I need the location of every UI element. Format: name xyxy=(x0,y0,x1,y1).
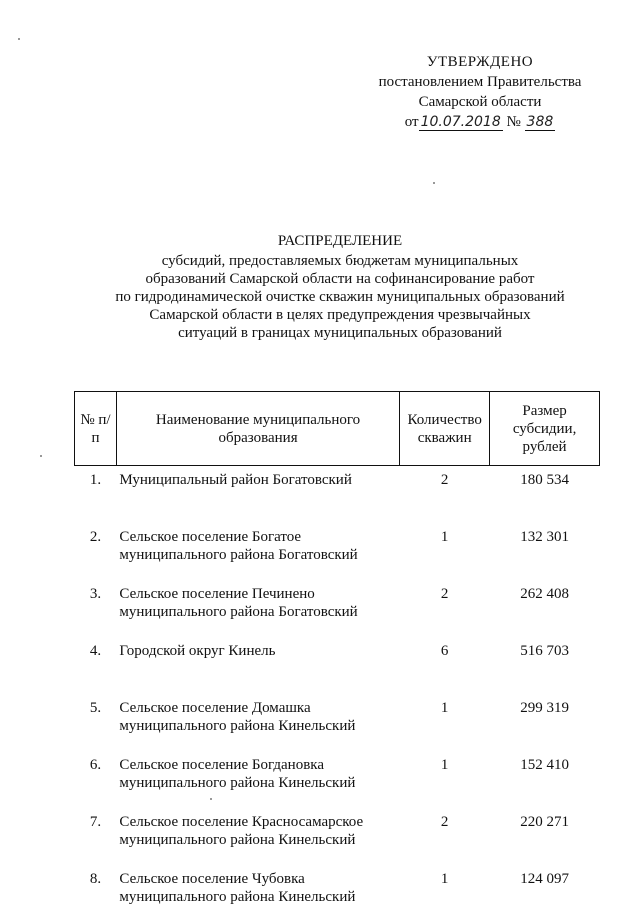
approval-stamp xyxy=(360,52,600,132)
row-qty: 1 xyxy=(440,700,449,716)
header-num: № п/п xyxy=(75,392,117,466)
row-sum: 516 703 xyxy=(520,643,569,659)
row-qty: 1 xyxy=(440,871,449,887)
row-sum: 299 319 xyxy=(520,700,569,716)
row-name: Сельское поселение Печинено муниципального района Богатовский xyxy=(119,586,358,620)
heading-line-5: ситуаций в границах муниципальных образований xyxy=(178,325,502,341)
row-num: 7. xyxy=(89,814,102,830)
row-num: 1. xyxy=(89,472,102,488)
row-name: Муниципальный район Богатовский xyxy=(119,472,352,488)
table-row xyxy=(75,466,600,524)
row-sum: 262 408 xyxy=(520,586,569,602)
row-qty: 2 xyxy=(440,472,449,488)
row-name: Сельское поселение Богдановка муниципального района Кинельский xyxy=(119,757,356,791)
approval-dateline xyxy=(360,112,600,132)
scan-speck xyxy=(210,798,212,800)
document-title: РАСПРЕДЕЛЕНИЕ xyxy=(277,233,403,249)
row-sum: 124 097 xyxy=(520,871,569,887)
heading-line-1: субсидий, предоставляемых бюджетам муниципальных xyxy=(161,253,519,269)
table-row xyxy=(75,694,600,751)
heading-line-4: Самарской области в целях предупреждения чрезвычайных xyxy=(149,307,531,323)
row-name: Сельское поселение Чубовка муниципального района Кинельский xyxy=(119,871,356,905)
table-header-row xyxy=(75,392,600,466)
scan-speck xyxy=(18,38,20,40)
subsidy-table xyxy=(74,391,600,922)
row-num: 3. xyxy=(89,586,102,602)
table-row xyxy=(75,751,600,808)
table-row xyxy=(75,865,600,922)
row-name: Городской округ Кинель xyxy=(119,643,276,659)
table-row xyxy=(75,523,600,580)
row-num: 5. xyxy=(89,700,102,716)
table-row xyxy=(75,580,600,637)
row-sum: 152 410 xyxy=(520,757,569,773)
approval-line-1: постановлением Правительства xyxy=(378,74,582,90)
table-row xyxy=(75,808,600,865)
row-num: 2. xyxy=(89,529,102,545)
row-name: Сельское поселение Богатое муниципального района Богатовский xyxy=(119,529,358,563)
row-name: Сельское поселение Домашка муниципального района Кинельский xyxy=(119,700,356,734)
row-sum: 132 301 xyxy=(520,529,569,545)
heading-line-2: образований Самарской области на софинансирование работ xyxy=(145,271,535,287)
row-num: 4. xyxy=(89,643,102,659)
row-name: Сельское поселение Красносамарское муниципального района Кинельский xyxy=(119,814,364,848)
heading-line-3: по гидродинамической очистке скважин муниципальных образований xyxy=(115,289,565,305)
row-num: 8. xyxy=(89,871,102,887)
scan-speck xyxy=(433,182,435,184)
header-qty: Количество скважин xyxy=(400,392,490,466)
header-sum: Размер субсидии, рублей xyxy=(490,392,600,466)
row-sum: 220 271 xyxy=(520,814,569,830)
row-qty: 2 xyxy=(440,586,449,602)
row-qty: 2 xyxy=(440,814,449,830)
row-qty: 1 xyxy=(440,757,449,773)
row-qty: 1 xyxy=(440,529,449,545)
approval-line-2: Самарской области xyxy=(418,94,542,110)
approval-title: УТВЕРЖДЕНО xyxy=(426,54,534,70)
number-sign: № xyxy=(506,114,521,130)
row-sum: 180 534 xyxy=(520,472,569,488)
table-row xyxy=(75,637,600,694)
row-num: 6. xyxy=(89,757,102,773)
header-name: Наименование муниципального образования xyxy=(116,392,399,466)
date-prefix: от xyxy=(404,114,419,130)
scan-speck xyxy=(40,455,42,457)
handwritten-number: 388 xyxy=(526,114,554,130)
handwritten-date: 10.07.2018 xyxy=(420,114,501,130)
document-heading xyxy=(80,232,600,342)
row-qty: 6 xyxy=(440,643,449,659)
